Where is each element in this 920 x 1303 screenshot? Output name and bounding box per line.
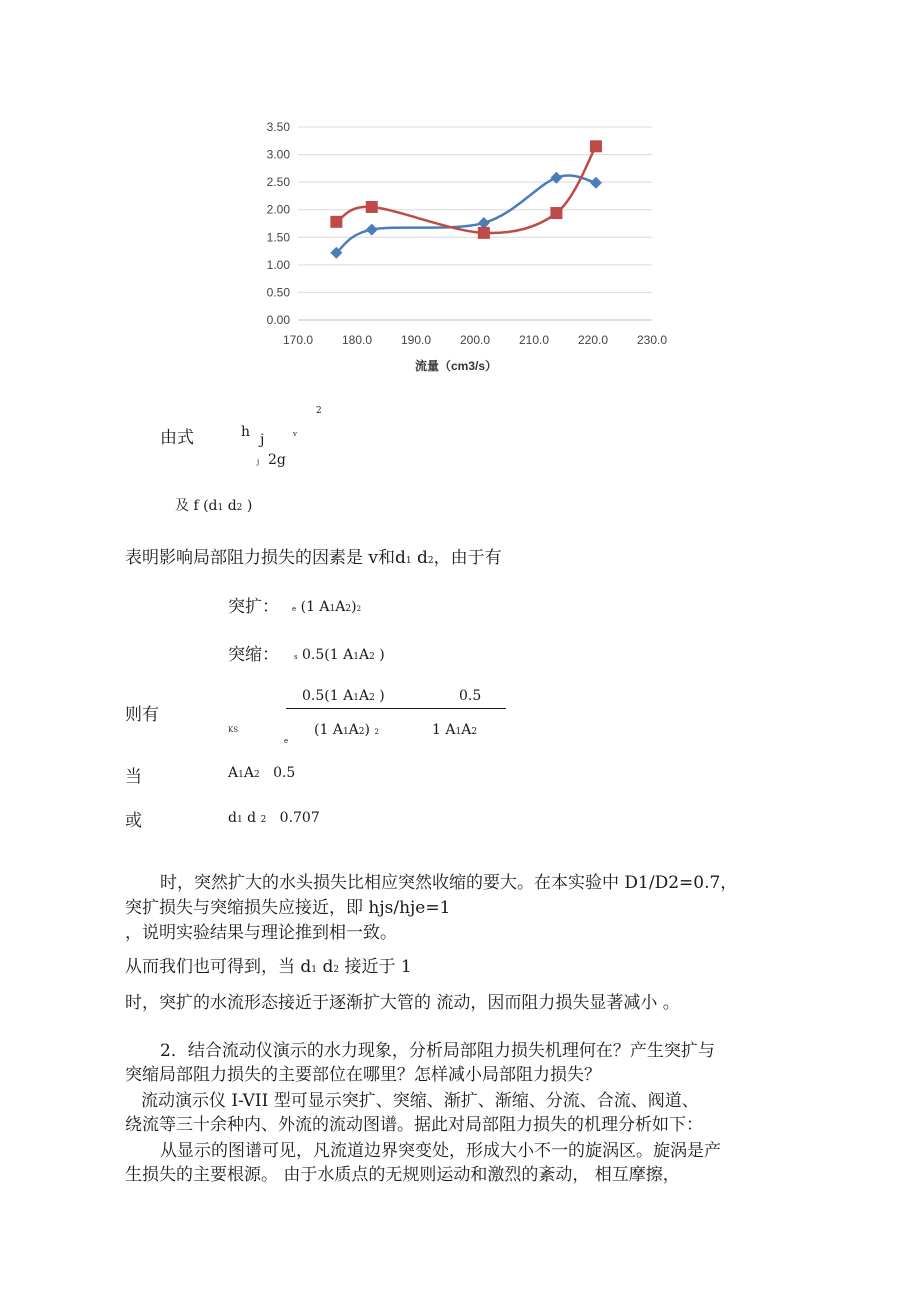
- factor-sentence: [125, 543, 502, 568]
- ratio-numerator-1: [302, 688, 385, 704]
- formula-ji-text: 及 f (d: [175, 498, 218, 514]
- formula-exponent: 2: [316, 406, 322, 416]
- num1-A: A: [358, 688, 370, 704]
- formula-ji: [175, 495, 252, 515]
- x-axis-label: 流量（cm3/s）: [414, 359, 498, 373]
- den2-A: A: [461, 722, 472, 738]
- tuokuo-formula: [292, 599, 361, 615]
- tuokuo-label: 突扩：: [228, 597, 279, 617]
- ratio-denominator-2: [432, 722, 477, 738]
- tusuo-label: 突缩：: [228, 645, 279, 665]
- flow-loss-chart: [0, 0, 920, 400]
- tk-a: (1 A: [300, 599, 330, 615]
- formula-j-subscript: j: [260, 432, 265, 448]
- y-tick-label: 3.50: [266, 120, 290, 134]
- y-tick-label: 0.00: [266, 313, 290, 327]
- dang-label: 当: [125, 767, 142, 787]
- sub-2: 2: [427, 556, 434, 566]
- answer-line-4: 生损失的主要根源。 由于水质点的无规则运动和激烈的紊动， 相互摩擦，: [125, 1165, 680, 1185]
- answer-line-3: 从显示的图谱可见，凡流道边界突变处，形成大小不一的旋涡区。旋涡是产: [160, 1141, 721, 1161]
- l4-tail: 接近于 1: [344, 957, 412, 977]
- paren-close: ): [246, 498, 253, 514]
- l4-text: 从而我们也可得到，当 d: [125, 957, 312, 977]
- formula-v: v: [293, 430, 297, 438]
- factor-text: 表明影响局部阻力损失的因素是 v和d: [125, 548, 406, 568]
- zeta-ks: KS: [228, 726, 239, 734]
- sub-2: 2: [471, 727, 478, 737]
- dang-value: 0.5: [273, 765, 296, 781]
- paren-close: ): [379, 647, 385, 663]
- answer-line-1: 流动演示仪 I-VII 型可显示突扩、突缩、渐扩、渐缩、分流、合流、阀道、: [141, 1091, 699, 1111]
- sub-1: 1: [342, 727, 349, 737]
- data-point-red: [590, 140, 602, 152]
- chart-gridlines: [298, 127, 652, 320]
- sub-2: 2: [369, 693, 375, 703]
- ts-A: A: [358, 647, 370, 663]
- formula-h: h: [241, 424, 251, 440]
- chart-series: [330, 140, 602, 258]
- text-line-5: 时，突扩的水流形态接近于逐渐扩大管的 流动，因而阻力损失显著减小 。: [125, 993, 680, 1013]
- den2: 1 A: [432, 722, 456, 738]
- question-line-2: 突缩局部阻力损失的主要部位在哪里？怎样减小局部阻力损失？: [125, 1065, 601, 1085]
- text-line-2: 突扩损失与突缩损失应接近，即 hjs/hje=1: [125, 898, 451, 918]
- x-tick-label: 190.0: [400, 333, 432, 347]
- text-line-3: ，说明实验结果与理论推到相一致。: [125, 923, 397, 943]
- ts-a: 0.5(1 A: [302, 647, 354, 663]
- sub-2: 2: [260, 815, 267, 825]
- huo-d: d: [228, 810, 237, 826]
- zeyou-label: 则有: [125, 705, 159, 725]
- y-tick-label: 0.50: [266, 285, 290, 300]
- sub-1: 1: [405, 556, 412, 566]
- y-tick-label: 1.50: [266, 230, 290, 245]
- question-line-1: 2．结合流动仪演示的水力现象，分析局部阻力损失机理何在？产生突扩与: [160, 1041, 715, 1061]
- huo-label: 或: [125, 811, 142, 831]
- dang-A: A: [228, 765, 239, 781]
- ratio-numerator-2: 0.5: [459, 688, 482, 704]
- tusuo-formula: [294, 647, 385, 663]
- x-tick-label: 200.0: [459, 333, 491, 347]
- fraction-bar: [286, 708, 506, 709]
- exp-2: 2: [374, 728, 379, 736]
- data-point-blue: [590, 177, 602, 189]
- exp-2: 2: [356, 605, 362, 613]
- zeta-e-den: e: [284, 737, 289, 745]
- answer-line-2: 绕流等三十余种内、外流的流动图谱。据此对局部阻力损失的机理分析如下：: [125, 1115, 703, 1135]
- sub-1: 1: [217, 503, 224, 513]
- sub-1: 1: [353, 693, 359, 703]
- text-line-4: [125, 952, 412, 977]
- sub-1: 1: [329, 604, 336, 614]
- x-tick-label: 230.0: [636, 333, 668, 347]
- x-tick-label: 180.0: [341, 333, 373, 347]
- y-tick-label: 2.50: [266, 175, 290, 190]
- den1-A: A: [348, 722, 359, 738]
- sub-2: 2: [236, 503, 243, 513]
- sub-1: 1: [353, 652, 359, 662]
- num1: 0.5(1 A: [302, 688, 354, 704]
- sub-2: 2: [253, 770, 260, 780]
- ratio-denominator-1: [314, 722, 379, 738]
- x-tick-label: 210.0: [518, 333, 550, 347]
- zeta-s: s: [294, 653, 298, 661]
- data-point-blue: [366, 224, 378, 236]
- huo-formula: [228, 810, 320, 826]
- text-line-1: 时，突然扩大的水头损失比相应突然收缩的要大。在本实验中 D1/D2=0.7，: [160, 873, 738, 893]
- factor-tail: ，由于有: [433, 548, 502, 568]
- formula-d: d: [227, 498, 237, 514]
- dang-formula: [228, 765, 295, 781]
- data-point-red: [330, 216, 342, 228]
- sub-2: 2: [333, 965, 340, 975]
- y-tick-label: 1.00: [266, 257, 290, 272]
- x-axis-ticks: [283, 333, 667, 347]
- data-point-red: [366, 201, 378, 213]
- huo-d2: d: [247, 810, 257, 826]
- sub-1: 1: [311, 965, 318, 975]
- l4-d: d: [322, 957, 334, 977]
- series-line-red: [336, 146, 596, 233]
- paren-close: ): [364, 722, 370, 738]
- paren-close: ): [379, 688, 385, 704]
- sub-2: 2: [369, 652, 375, 662]
- y-tick-label: 3.00: [266, 147, 290, 162]
- x-tick-label: 170.0: [282, 333, 314, 347]
- sub-2: 2: [345, 604, 352, 614]
- den1: (1 A: [314, 722, 343, 738]
- formula-j2: j: [257, 458, 260, 466]
- formula-label-yoyshi: 由式: [160, 428, 194, 448]
- sub-2: 2: [358, 727, 365, 737]
- formula-2g: 2g: [268, 452, 286, 468]
- data-point-red: [550, 207, 562, 219]
- zeta-e: e: [292, 605, 297, 613]
- paren-close: ): [351, 599, 357, 615]
- y-tick-label: 2.00: [266, 202, 290, 217]
- data-point-red: [478, 227, 490, 239]
- factor-d: d: [417, 548, 428, 568]
- dang-A2: A: [243, 765, 254, 781]
- x-tick-label: 220.0: [577, 333, 609, 347]
- y-axis-ticks: [267, 120, 291, 327]
- sub-1: 1: [236, 815, 243, 825]
- tk-A: A: [335, 599, 346, 615]
- huo-value: 0.707: [279, 810, 320, 826]
- sub-1: 1: [455, 727, 462, 737]
- sub-1: 1: [238, 770, 244, 780]
